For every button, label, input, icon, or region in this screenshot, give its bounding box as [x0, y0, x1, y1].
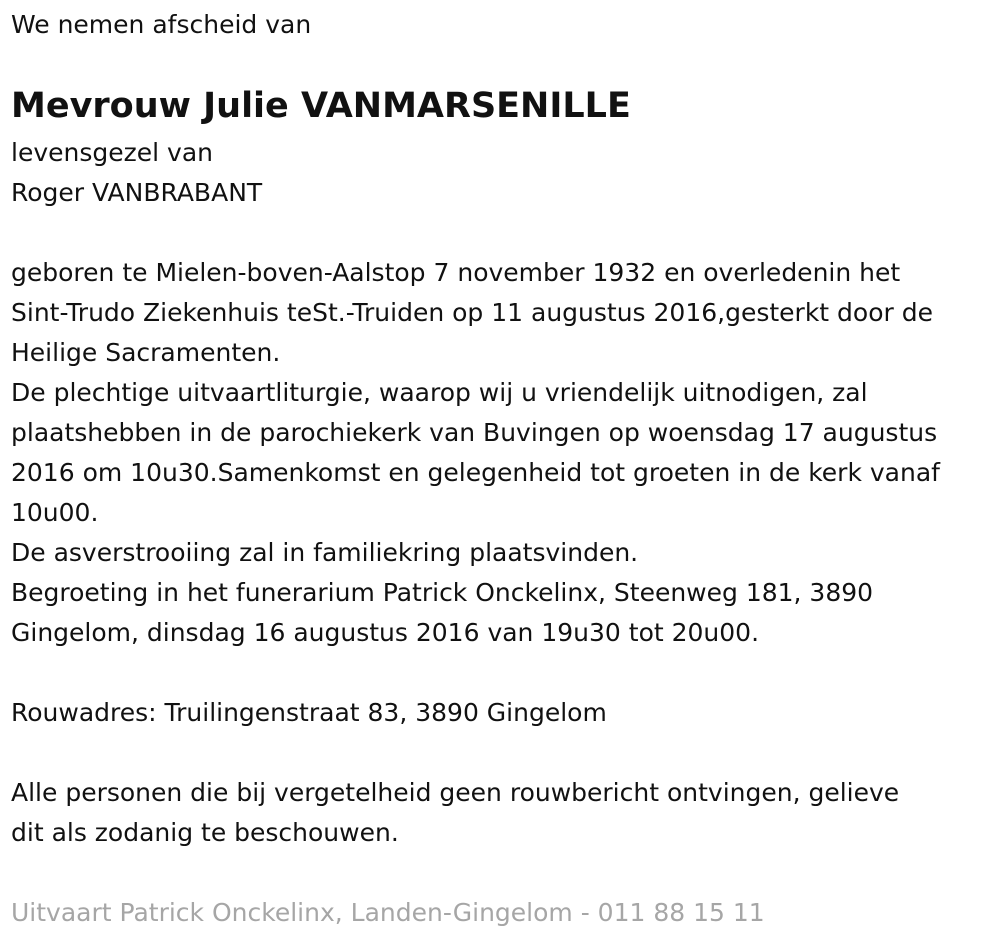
body-line: De plechtige uitvaartliturgie, waarop wij u vriendelijk uitnodigen, zal	[11, 378, 868, 407]
relation-text: levensgezel van	[11, 138, 213, 167]
body-line: plaatshebben in de parochiekerk van Buvingen op woensdag 17 augustus	[11, 418, 938, 447]
body-line: 2016 om 10u30.Samenkomst en gelegenheid tot groeten in de kerk vanaf	[11, 458, 940, 487]
body-line: Heilige Sacramenten.	[11, 338, 281, 367]
body-line: De asverstrooiing zal in familiekring plaatsvinden.	[11, 538, 639, 567]
closing-line: dit als zodanig te beschouwen.	[11, 818, 399, 847]
body-line: Gingelom, dinsdag 16 augustus 2016 van 19u30 tot 20u00.	[11, 618, 760, 647]
body-line: Begroeting in het funerarium Patrick Onckelinx, Steenweg 181, 3890	[11, 578, 874, 607]
body-line: geboren te Mielen-boven-Aalstop 7 november 1932 en overledenin het	[11, 258, 901, 287]
mourning-address: Rouwadres: Truilingenstraat 83, 3890 Gingelom	[11, 698, 607, 727]
funeral-home-footer: Uitvaart Patrick Onckelinx, Landen-Gingelom - 011 88 15 11	[11, 898, 765, 927]
deceased-name: Mevrouw Julie VANMARSENILLE	[11, 86, 631, 126]
body-line: Sint-Trudo Ziekenhuis teSt.-Truiden op 11 augustus 2016,gesterkt door de	[11, 298, 933, 327]
partner-name: Roger VANBRABANT	[11, 178, 263, 207]
body-line: 10u00.	[11, 498, 99, 527]
intro-text: We nemen afscheid van	[11, 10, 312, 39]
closing-line: Alle personen die bij vergetelheid geen rouwbericht ontvingen, gelieve	[11, 778, 900, 807]
